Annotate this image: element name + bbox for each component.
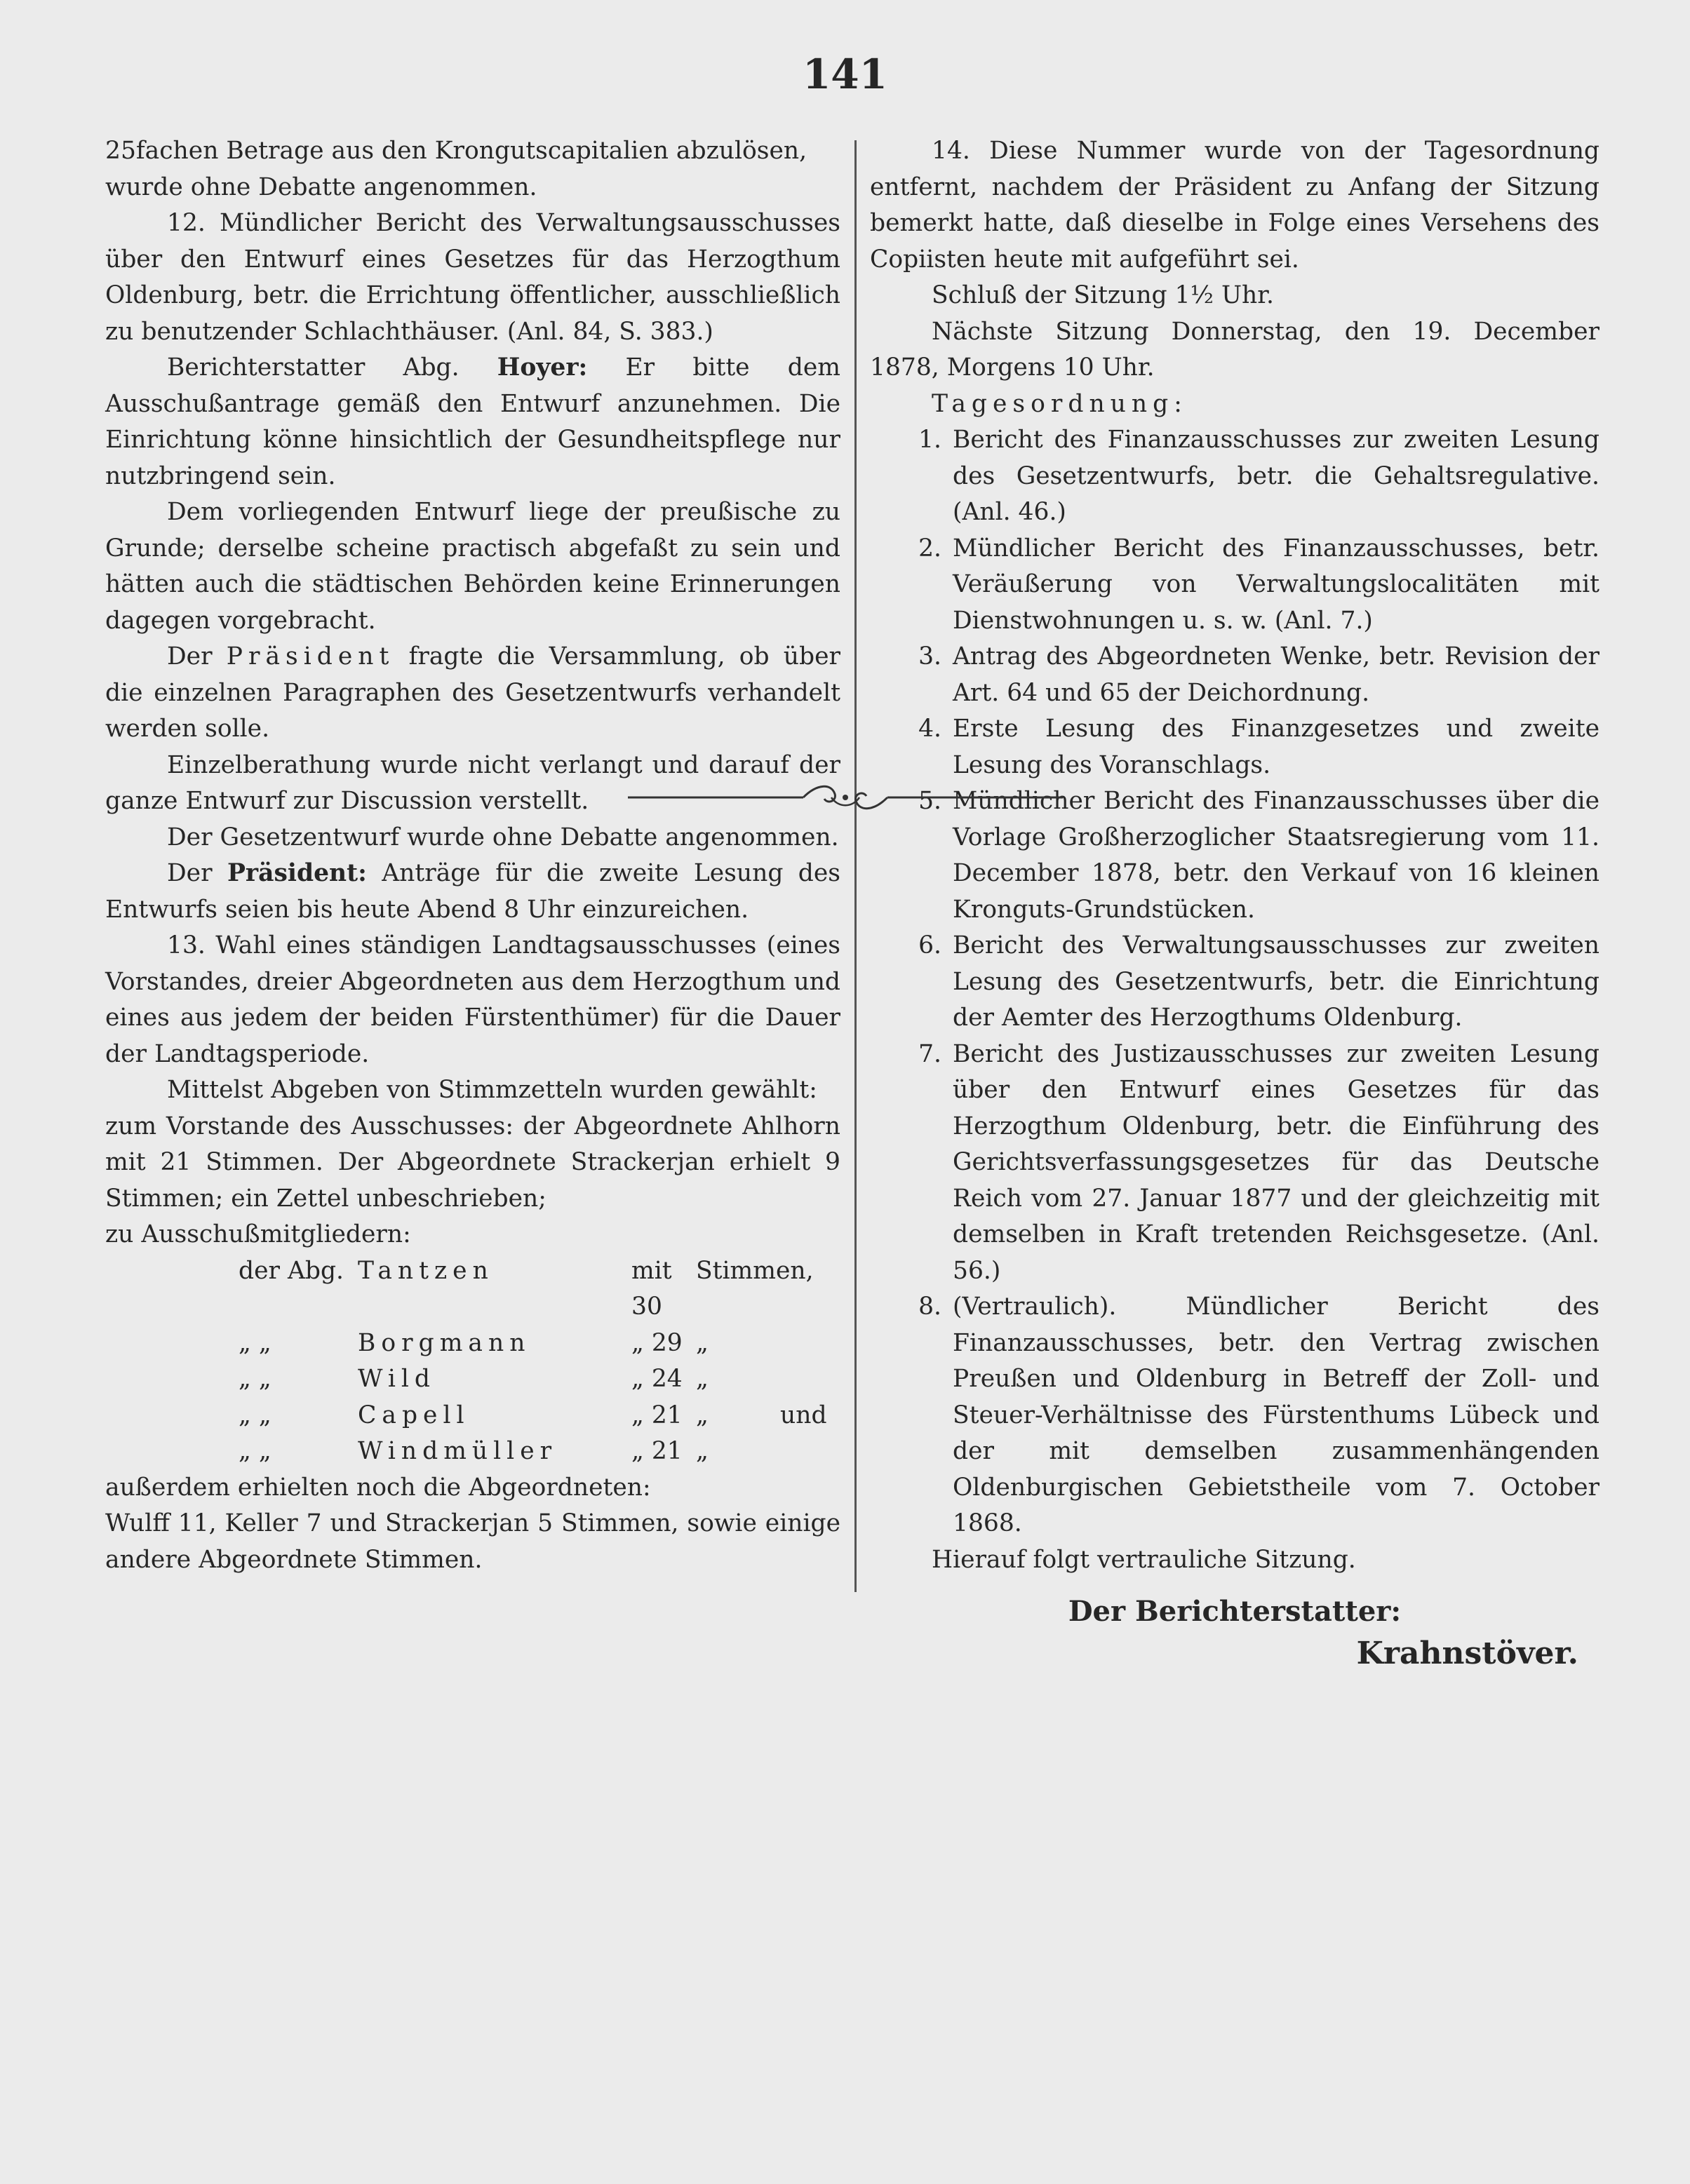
- vote-row: „ „ Wild „ 24 „: [239, 1365, 709, 1393]
- vote-row: „ „ Borgmann „ 29 „: [239, 1328, 709, 1357]
- paragraph: Der Präsident: Anträge für die zweite Lesung des Entwurfs seien bis heute Abend 8 Uhr einzureichen.: [105, 859, 841, 924]
- agenda-item: 4. Erste Lesung des Finanzgesetzes und zweite Lesung des Voranschlags.: [918, 715, 1600, 779]
- paragraph-item-12: 12. Mündlicher Bericht des Verwaltungsausschusses über den Entwurf eines Gesetzes für das Herzogthum Oldenburg, betr. die Errichtung öffentlicher, ausschließlich zu benutzender Schlachthäuser. (Anl. 84, S. 383.): [105, 209, 840, 346]
- agenda-item: 1. Bericht des Finanzausschusses zur zweiten Lesung des Gesetzentwurfs, betr. die Gehaltsregulative. (Anl. 46.): [918, 426, 1600, 526]
- speaker-name: Präsident:: [227, 859, 367, 887]
- speaker-name: Präsident: [226, 642, 395, 670]
- paragraph: Der Gesetzentwurf wurde ohne Debatte angenommen.: [167, 823, 839, 851]
- signature-name: Krahnstöver.: [1356, 1635, 1578, 1671]
- paragraph: außerdem erhielten noch die Abgeordneten:: [105, 1473, 651, 1502]
- right-column: [870, 133, 1600, 1671]
- paragraph-item-14: 14. Diese Nummer wurde von der Tagesordnung entfernt, nachdem der Präsident zu Anfang der Sitzung bemerkt hatte, daß dieselbe in Folge eines Versehens des Copiisten heute mit aufgeführt sei.: [870, 137, 1600, 274]
- agenda-title: Tagesordnung:: [932, 389, 1188, 418]
- paragraph-item-13: 13. Wahl eines ständigen Landtagsausschusses (eines Vorstandes, dreier Abgeordneten aus dem Herzogthum und eines aus jedem der beiden Fürstenthümer) für die Dauer der Landtagsperiode.: [105, 931, 840, 1068]
- speaker-name: Hoyer:: [497, 353, 588, 382]
- vote-row: „ „ Capell „ 21 „ und: [239, 1401, 827, 1429]
- paragraph: zu Ausschußmitgliedern:: [105, 1220, 411, 1248]
- paragraph: Nächste Sitzung Donnerstag, den 19. December 1878, Morgens 10 Uhr.: [870, 317, 1600, 382]
- vote-row: der Abg. Tantzen mit 30 Stimmen,: [239, 1256, 814, 1321]
- paragraph: Der Präsident fragte die Versammlung, ob über die einzelnen Paragraphen des Gesetzentwurfs verhandelt werden solle.: [105, 642, 840, 743]
- paragraph: Wulff 11, Keller 7 und Strackerjan 5 Stimmen, sowie einige andere Abgeordnete Stimmen.: [105, 1509, 840, 1574]
- vote-list: [239, 1253, 840, 1470]
- agenda-item: 7. Bericht des Justizausschusses zur zweiten Lesung über den Entwurf eines Gesetzes für das Herzogthum Oldenburg, betr. die Einführung des Gerichtsverfassungsgesetzes für das Deutsche Reich vom 27. Januar 1877 und der gleichzeitig mit demselben in Kraft tretenden Reichsgesetze. (Anl. 56.): [918, 1039, 1600, 1285]
- agenda-item: 6. Bericht des Verwaltungsausschusses zur zweiten Lesung des Gesetzentwurfs, betr. die Einrichtung der Aemter des Herzogthums Oldenburg.: [918, 931, 1600, 1032]
- paragraph: wurde ohne Debatte angenommen.: [105, 173, 537, 201]
- paragraph-reporter: Berichterstatter Abg. Hoyer: Er bitte dem Ausschußantrage gemäß den Entwurf anzunehmen. Die Einrichtung könne hinsichtlich der Gesundheitspflege nur nutzbringend sein.: [105, 353, 840, 490]
- column-divider: [854, 140, 857, 1592]
- page-number: 141: [802, 50, 888, 98]
- vote-row: „ „ Windmüller „ 21 „: [239, 1437, 709, 1465]
- signature-role: Der Berichterstatter:: [1068, 1595, 1402, 1628]
- paragraph: Schluß der Sitzung 1½ Uhr.: [932, 281, 1274, 309]
- paragraph: Hierauf folgt vertrauliche Sitzung.: [932, 1545, 1356, 1574]
- paragraph: zum Vorstande des Ausschusses: der Abgeordnete Ahlhorn mit 21 Stimmen. Der Abgeordnete Strackerjan erhielt 9 Stimmen; ein Zettel unbeschrieben;: [105, 1112, 840, 1213]
- paragraph: Mittelst Abgeben von Stimmzetteln wurden gewählt:: [167, 1076, 817, 1104]
- paragraph: Einzelberathung wurde nicht verlangt und darauf der ganze Entwurf zur Discussion verstellt.: [105, 750, 840, 815]
- agenda-item: 3. Antrag des Abgeordneten Wenke, betr. Revision der Art. 64 und 65 der Deichordnung.: [918, 642, 1600, 707]
- left-column: [105, 133, 840, 1578]
- agenda-item: 5. Mündlicher Bericht des Finanzausschusses über die Vorlage Großherzoglicher Staatsregierung vom 11. December 1878, betr. den Verkauf von 16 kleinen Kronguts-Grundstücken.: [918, 787, 1600, 924]
- agenda-list: [870, 422, 1600, 1542]
- agenda-item: 2. Mündlicher Bericht des Finanzausschusses, betr. Veräußerung von Verwaltungslocalitäten mit Dienstwohnungen u. s. w. (Anl. 7.): [918, 534, 1600, 635]
- paragraph: 25fachen Betrage aus den Krongutscapitalien abzulösen,: [105, 137, 807, 165]
- agenda-item: 8. (Vertraulich). Mündlicher Bericht des Finanzausschusses, betr. den Vertrag zwischen Preußen und Oldenburg in Betreff der Zoll- und Steuer-Verhältnisse des Fürstenthums Lübeck und der mit demselben zusammenhängenden Oldenburgischen Gebietstheile vom 7. October 1868.: [918, 1293, 1600, 1537]
- paragraph: Dem vorliegenden Entwurf liege der preußische zu Grunde; derselbe scheine practisch abgefaßt zu sein und hätten auch die städtischen Behörden keine Erinnerungen dagegen vorgebracht.: [105, 498, 840, 635]
